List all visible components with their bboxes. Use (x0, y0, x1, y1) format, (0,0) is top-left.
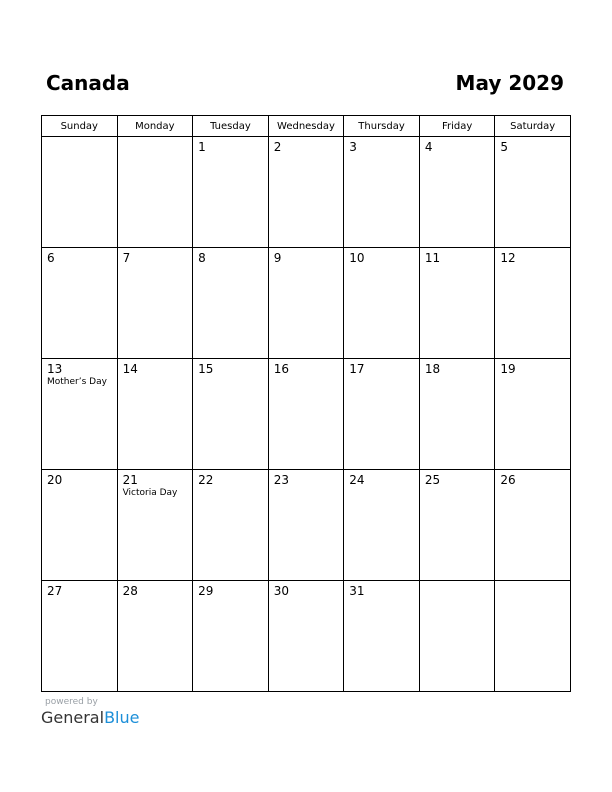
brand-name-blue: Blue (104, 708, 140, 727)
day-cell (42, 470, 118, 581)
day-number: 22 (198, 473, 214, 487)
day-number (42, 137, 117, 140)
day-cell (117, 359, 193, 470)
day-number: 3 (349, 140, 357, 154)
day-cell (42, 248, 118, 359)
day-cell (344, 359, 420, 470)
brand-name-general: General (41, 708, 105, 727)
day-number: 8 (198, 251, 206, 265)
day-cell (419, 248, 495, 359)
day-cell (42, 581, 118, 692)
calendar-grid (41, 115, 571, 692)
day-cell (42, 359, 118, 470)
day-number: 9 (273, 251, 282, 265)
day-number: 24 (349, 473, 365, 487)
country-title: Canada (46, 71, 130, 95)
day-cell (117, 581, 193, 692)
day-number: 1 (198, 140, 206, 154)
powered-by-text: powered by (45, 697, 98, 707)
day-cell (495, 359, 571, 470)
day-number: 17 (349, 362, 365, 376)
day-number: 13 (47, 362, 63, 376)
day-number: 29 (198, 584, 214, 598)
day-cell (193, 248, 269, 359)
day-number: 27 (47, 584, 63, 598)
day-number: 23 (273, 473, 289, 487)
day-cell (419, 581, 495, 692)
day-number: 19 (500, 362, 516, 376)
day-number: 4 (424, 140, 433, 154)
day-number: 25 (424, 473, 441, 487)
day-cell (495, 137, 571, 248)
weekday-header: Monday (117, 116, 193, 137)
week-row (42, 137, 571, 248)
holiday-label: Victoria Day (122, 488, 178, 498)
day-cell (42, 137, 118, 248)
day-number: 20 (47, 473, 63, 487)
week-row (42, 581, 571, 692)
week-row (42, 359, 571, 470)
day-cell (495, 581, 571, 692)
day-cell (117, 470, 193, 581)
day-cell (419, 359, 495, 470)
day-number: 7 (122, 251, 131, 265)
day-number: 5 (500, 140, 509, 154)
weekday-header: Thursday (344, 116, 420, 137)
holiday-label: Mother’s Day (47, 377, 107, 387)
weekday-header: Tuesday (193, 116, 269, 137)
day-cell (344, 470, 420, 581)
day-cell (193, 581, 269, 692)
day-cell (268, 581, 344, 692)
day-number: 30 (273, 584, 289, 598)
day-cell (268, 248, 344, 359)
day-number (118, 137, 193, 140)
day-number: 26 (500, 473, 516, 487)
day-cell (117, 248, 193, 359)
weekday-header: Saturday (495, 116, 571, 137)
day-number: 16 (273, 362, 289, 376)
day-cell (117, 137, 193, 248)
day-number (495, 581, 570, 584)
month-year-title: May 2029 (455, 71, 564, 95)
weekday-header: Friday (419, 116, 495, 137)
day-number: 10 (349, 251, 365, 265)
day-number: 21 (122, 473, 138, 487)
day-cell (268, 470, 344, 581)
day-number: 28 (122, 584, 138, 598)
day-cell (193, 137, 269, 248)
day-number: 2 (273, 140, 282, 154)
day-cell (268, 359, 344, 470)
day-cell (344, 581, 420, 692)
day-cell (495, 248, 571, 359)
brand-logo[interactable] (41, 708, 139, 728)
weekday-header: Sunday (42, 116, 118, 137)
day-number: 15 (198, 362, 214, 376)
day-cell (344, 248, 420, 359)
day-cell (419, 137, 495, 248)
day-cell (495, 470, 571, 581)
day-number (420, 581, 495, 584)
day-cell (419, 470, 495, 581)
day-cell (268, 137, 344, 248)
day-number: 11 (424, 251, 441, 265)
weekday-header-row (42, 116, 571, 137)
weekday-header: Wednesday (268, 116, 344, 137)
day-number: 18 (424, 362, 441, 376)
week-row (42, 470, 571, 581)
day-cell (193, 470, 269, 581)
day-number: 6 (47, 251, 55, 265)
footer-brand (41, 697, 139, 728)
day-cell (193, 359, 269, 470)
day-number: 12 (500, 251, 516, 265)
day-cell (344, 137, 420, 248)
week-row (42, 248, 571, 359)
day-number: 14 (122, 362, 138, 376)
day-number: 31 (349, 584, 365, 598)
